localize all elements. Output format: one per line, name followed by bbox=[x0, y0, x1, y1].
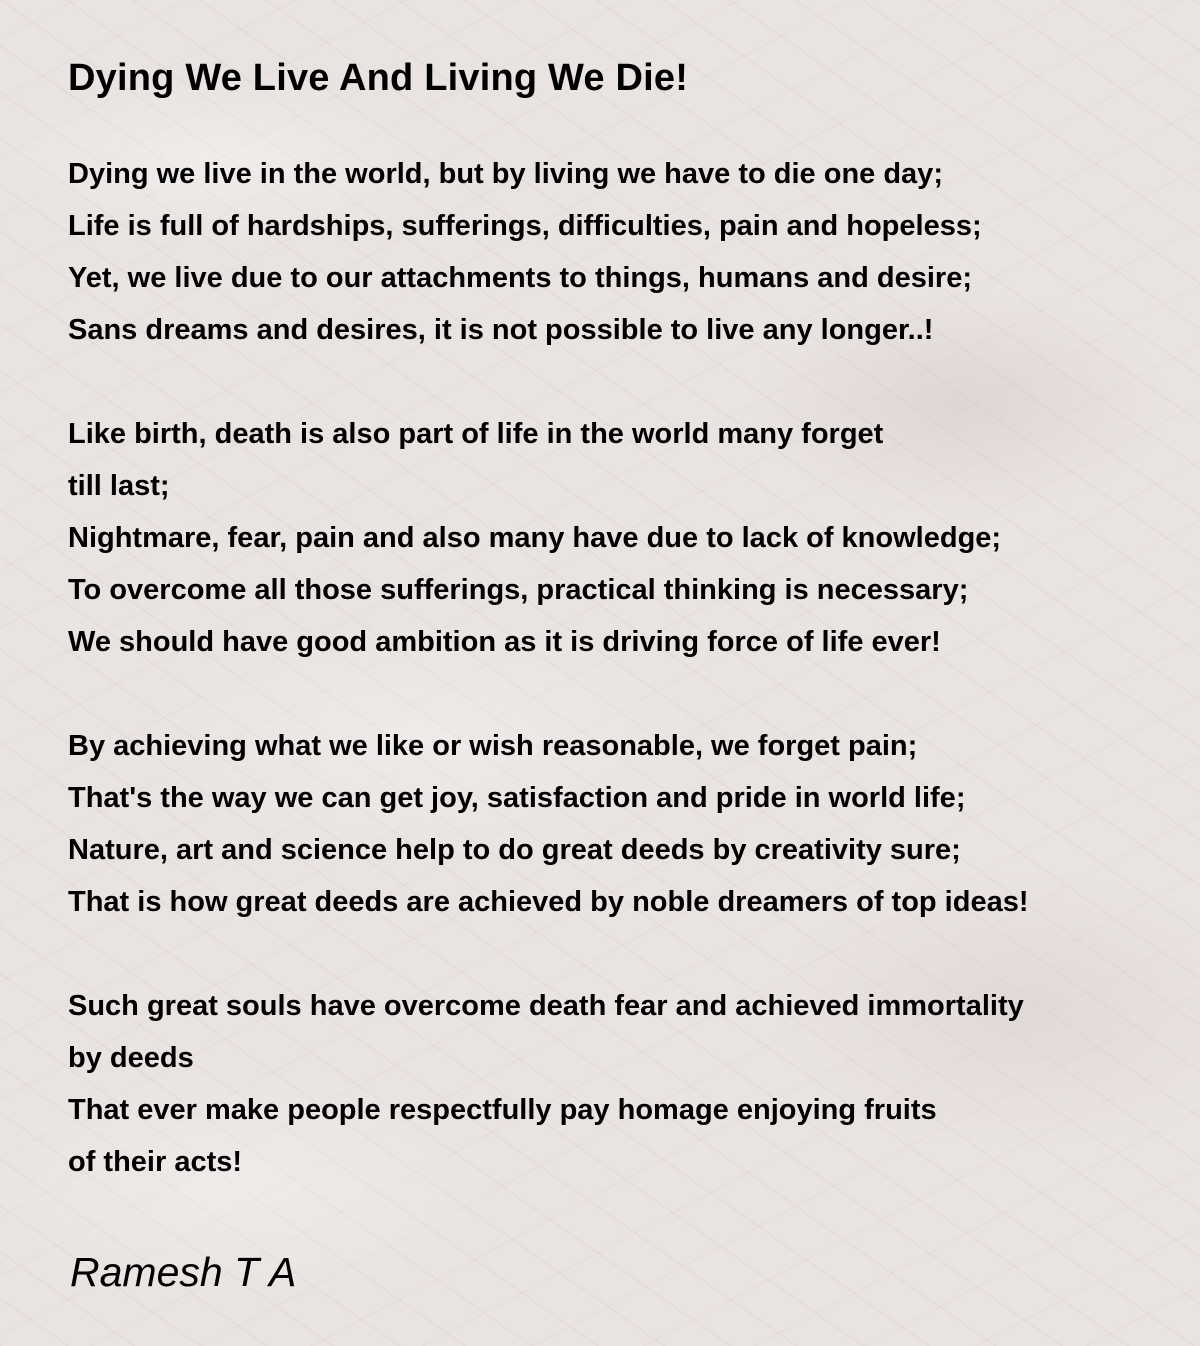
poem-title: Dying We Live And Living We Die! bbox=[68, 57, 689, 99]
stanza-2 bbox=[68, 408, 1178, 668]
poem-line: Such great souls have overcome death fear and achieved immortality bbox=[68, 990, 1024, 1022]
poem-line: That is how great deeds are achieved by noble dreamers of top ideas! bbox=[68, 886, 1029, 918]
stanza-1 bbox=[68, 148, 1178, 356]
poem-page bbox=[68, 52, 1178, 1240]
poem-line: By achieving what we like or wish reasonable, we forget pain; bbox=[68, 730, 918, 762]
poem-line: Like birth, death is also part of life in the world many forget bbox=[68, 418, 884, 450]
poem-line: till last; bbox=[68, 470, 170, 502]
poem-line: That ever make people respectfully pay homage enjoying fruits bbox=[68, 1094, 937, 1126]
poem-line: Yet, we live due to our attachments to things, humans and desire; bbox=[68, 262, 972, 294]
poem-author: Ramesh T A bbox=[70, 1249, 297, 1295]
poem-line: To overcome all those sufferings, practical thinking is necessary; bbox=[68, 574, 969, 606]
poem-line: Life is full of hardships, sufferings, difficulties, pain and hopeless; bbox=[68, 210, 982, 242]
stanza-3 bbox=[68, 720, 1178, 928]
poem-line: Nightmare, fear, pain and also many have due to lack of knowledge; bbox=[68, 522, 1002, 554]
poem-line: That's the way we can get joy, satisfaction and pride in world life; bbox=[68, 782, 966, 814]
poem-line: We should have good ambition as it is driving force of life ever! bbox=[68, 626, 941, 658]
stanza-4 bbox=[68, 980, 1178, 1188]
poem-line: Sans dreams and desires, it is not possible to live any longer..! bbox=[68, 314, 934, 346]
poem-line: of their acts! bbox=[68, 1146, 243, 1178]
poem-body bbox=[68, 148, 1178, 1188]
poem-line: by deeds bbox=[68, 1042, 194, 1074]
poem-line: Nature, art and science help to do great deeds by creativity sure; bbox=[68, 834, 961, 866]
poem-line: Dying we live in the world, but by living we have to die one day; bbox=[68, 158, 943, 190]
